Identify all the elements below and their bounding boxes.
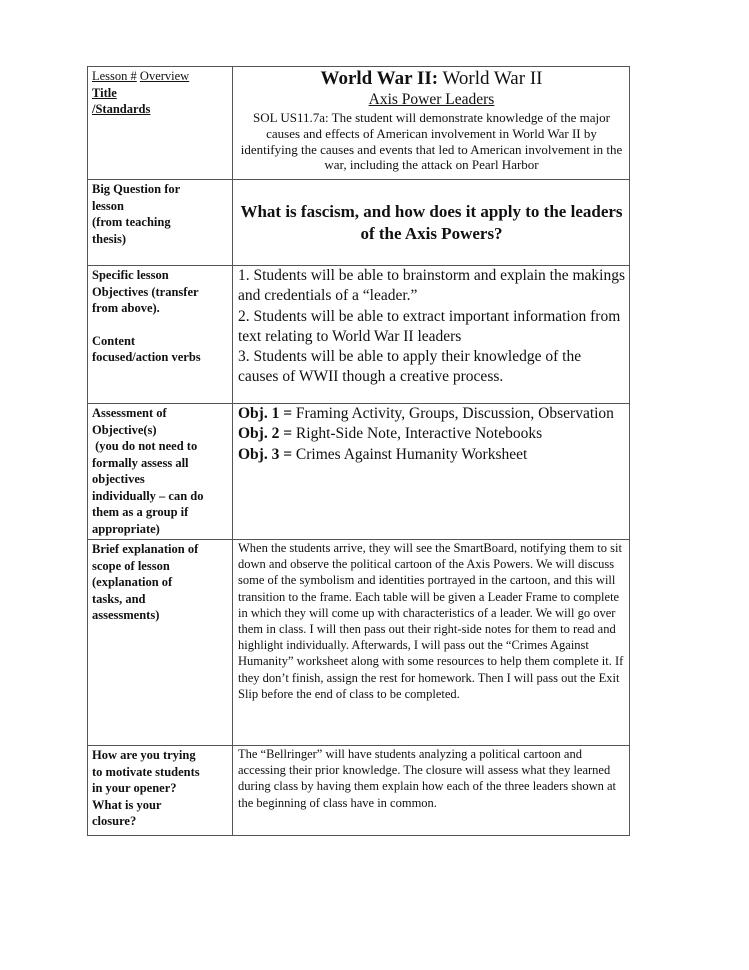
lesson-subtitle: Axis Power Leaders bbox=[368, 91, 495, 108]
label-line: formally assess all bbox=[92, 455, 189, 470]
label-line: tasks, and bbox=[92, 591, 146, 606]
assessment-key: Obj. 2 = bbox=[238, 425, 293, 443]
objective-item: 2. Students will be able to extract important information from text relating to World War II leaders bbox=[238, 307, 621, 345]
label-cell-assessment bbox=[88, 404, 233, 540]
label-cell-motivation bbox=[88, 746, 233, 836]
label-line: What is your bbox=[92, 797, 162, 812]
standard-text: SOL US11.7a: The student will demonstrate knowledge of the major causes and effects of American involvement in World War II by identifying the causes and events that led to American involvement in the war, including the attack on Pearl Harbor bbox=[240, 110, 623, 173]
lesson-plan-table bbox=[87, 66, 630, 836]
assessment-key: Obj. 1 = bbox=[238, 405, 293, 422]
motivation-text: The “Bellringer” will have students analyzing a political cartoon and accessing their prior knowledge. The closure will assess what they learned during class by having them explain how each of the three leaders shown at the beginning of class have in common. bbox=[238, 747, 617, 810]
label-line: (from teaching bbox=[92, 215, 171, 229]
value-cell-scope bbox=[233, 540, 630, 746]
value-cell-objectives bbox=[233, 266, 630, 404]
label-cell-objectives bbox=[88, 266, 233, 404]
label-line: How are you trying bbox=[92, 748, 196, 762]
label-line: Specific lesson bbox=[92, 268, 169, 282]
label-line: in your opener? bbox=[92, 781, 177, 795]
objective-item: 1. Students will be able to brainstorm and explain the makings and credentials of a “leader.” bbox=[238, 267, 626, 305]
label-cell-big-question bbox=[88, 180, 233, 266]
label-line: Assessment of bbox=[92, 406, 167, 420]
label-line: from above). bbox=[92, 301, 160, 315]
assessment-item bbox=[238, 404, 625, 424]
value-cell-motivation bbox=[233, 746, 630, 836]
label-overview: Overview bbox=[139, 69, 190, 83]
assessment-text: Crimes Against Humanity Worksheet bbox=[292, 445, 528, 463]
value-cell-title bbox=[233, 67, 630, 180]
value-cell-assessment bbox=[233, 404, 630, 540]
lesson-title-rest: World War II bbox=[438, 68, 543, 89]
label-line: Brief explanation of bbox=[92, 542, 199, 556]
big-question-text: What is fascism, and how does it apply to the leaders of the Axis Powers? bbox=[240, 202, 623, 243]
value-cell-big-question bbox=[233, 180, 630, 266]
label-line: lesson bbox=[92, 198, 124, 213]
label-line: them as a group if bbox=[92, 505, 189, 519]
label-line: (explanation of bbox=[92, 575, 173, 589]
assessment-item bbox=[238, 424, 625, 444]
label-line: focused/action verbs bbox=[92, 350, 201, 364]
label-line: thesis) bbox=[92, 231, 127, 246]
label-line: assessments) bbox=[92, 608, 160, 622]
label-standards: /Standards bbox=[92, 102, 151, 116]
label-cell-title bbox=[88, 67, 233, 180]
label-line: scope of lesson bbox=[92, 558, 170, 573]
row-objectives bbox=[88, 266, 630, 404]
label-lesson-overview bbox=[92, 68, 228, 85]
label-spacer bbox=[92, 317, 228, 333]
label-cell-scope bbox=[88, 540, 233, 746]
assessment-key: Obj. 3 = bbox=[238, 445, 293, 463]
assessment-text: Right-Side Note, Interactive Notebooks bbox=[292, 425, 543, 443]
objective-item: 3. Students will be able to apply their knowledge of the causes of WWII though a creative process. bbox=[238, 348, 582, 386]
label-line: (you do not need to bbox=[92, 439, 198, 453]
row-motivation bbox=[88, 746, 630, 836]
label-line: objectives bbox=[92, 472, 145, 486]
assessment-text: Framing Activity, Groups, Discussion, Observation bbox=[292, 405, 614, 422]
scope-text: When the students arrive, they will see the SmartBoard, notifying them to sit down and observe the political cartoon of the Axis Powers. We will discuss some of the symbolism and identities portrayed in the cartoon, and this will transition to the frame. Each table will be given a Leader Frame to complete in which they will come up with characteristics of a leader. We will go over them in class. I will then pass out their right-side notes for them to read and highlight individually. Afterwards, I will pass out the “Crimes Against Humanity” worksheet along with some resources to help them complete it. If they don’t finish, assign the rest for homework. Then I will pass out the Exit Slip before the end of class to be completed. bbox=[238, 541, 624, 701]
row-scope bbox=[88, 540, 630, 746]
label-lesson-number: Lesson # bbox=[92, 69, 137, 83]
row-title-standards bbox=[88, 67, 630, 180]
label-line: Big Question for bbox=[92, 182, 181, 196]
lesson-title bbox=[238, 68, 625, 90]
label-line: individually – can do bbox=[92, 488, 204, 503]
label-line: Objective(s) bbox=[92, 422, 157, 437]
assessment-item bbox=[238, 445, 625, 465]
label-line: Content bbox=[92, 333, 136, 348]
lesson-title-bold: World War II: bbox=[320, 68, 439, 89]
label-line: to motivate students bbox=[92, 764, 200, 779]
label-line: closure? bbox=[92, 814, 137, 828]
label-title: Title bbox=[92, 85, 117, 100]
label-line: Objectives (transfer bbox=[92, 284, 199, 299]
label-line: appropriate) bbox=[92, 521, 160, 536]
row-big-question bbox=[88, 180, 630, 266]
row-assessment bbox=[88, 404, 630, 540]
